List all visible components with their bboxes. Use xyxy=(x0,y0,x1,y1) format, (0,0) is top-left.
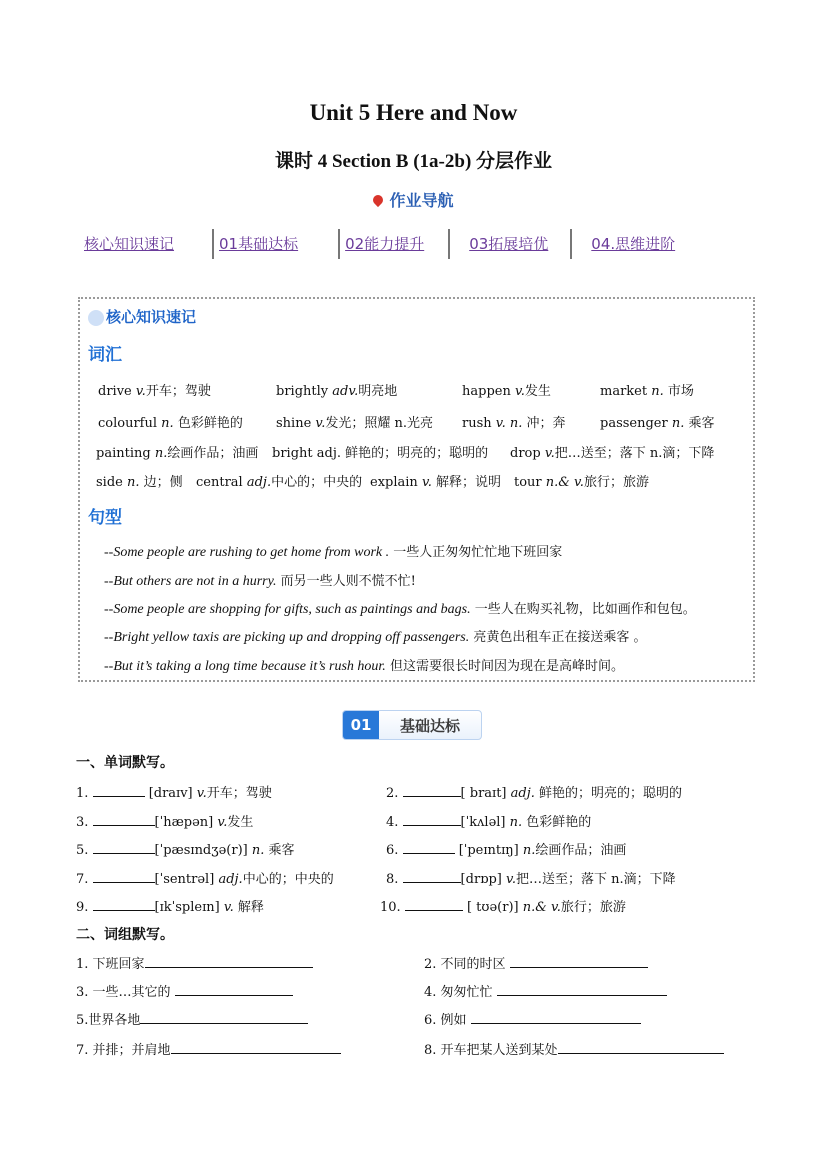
answer-blank[interactable] xyxy=(497,983,667,996)
answer-blank[interactable] xyxy=(171,1041,341,1054)
vocab-word: painting xyxy=(96,446,151,461)
core-knowledge-label: 核心知识速记 xyxy=(106,308,197,326)
nav-divider xyxy=(448,229,450,259)
sentence-zh: 但这需要很长时间因为现在是高峰时间。 xyxy=(389,659,624,674)
vocab-item xyxy=(98,380,211,399)
answer-blank[interactable] xyxy=(175,983,293,996)
phrase-text: 例如 xyxy=(440,1013,467,1028)
vocab-item xyxy=(514,471,649,490)
vocab-meaning: 色彩鲜艳的 xyxy=(177,416,243,431)
nav-heading-label: 作业导航 xyxy=(389,191,454,210)
phrase-text: 并排；并肩地 xyxy=(92,1043,171,1058)
question-number: 4. xyxy=(424,985,437,1000)
vocab-meaning: 明亮地 xyxy=(358,384,398,399)
phonetic: [drɒp] xyxy=(460,872,502,887)
word-question xyxy=(76,868,334,887)
phonetic: [ˈsentrəl] xyxy=(154,872,215,887)
vocab-pos: v. xyxy=(544,446,555,461)
vocab-item xyxy=(276,380,397,399)
phonetic: [ tʊə(r)] xyxy=(466,900,519,915)
question-pos: n.& v. xyxy=(522,900,561,915)
question-meaning: 色彩鲜艳的 xyxy=(526,815,592,830)
vocab-word: brightly xyxy=(276,384,329,399)
nav-link-01[interactable]: 01基础达标 xyxy=(219,235,299,253)
homework-nav-heading xyxy=(0,188,827,211)
vocab-meaning: 鲜艳的；明亮的；聪明的 xyxy=(345,446,489,461)
vocab-item xyxy=(272,442,488,461)
phrase-question xyxy=(424,1039,724,1058)
question-meaning: 鲜艳的；明亮的；聪明的 xyxy=(539,786,683,801)
question-number: 9. xyxy=(76,900,89,915)
question-number: 1. xyxy=(76,957,89,972)
question-meaning: 把…送至；落下 n.滴；下降 xyxy=(515,872,676,887)
vocab-heading: 词汇 xyxy=(88,345,122,365)
word-question xyxy=(76,782,272,801)
nav-divider xyxy=(338,229,340,259)
question-pos: v. xyxy=(223,900,234,915)
question-number: 2. xyxy=(386,786,399,801)
phrase-question xyxy=(424,981,667,1000)
word-question xyxy=(386,839,626,858)
section-number: 01 xyxy=(343,711,379,739)
vocab-item xyxy=(462,412,566,431)
phrase-question xyxy=(76,1039,341,1058)
sentence-item xyxy=(104,626,647,646)
vocab-item xyxy=(510,442,714,461)
sentence-item xyxy=(104,598,696,618)
vocab-word: drop xyxy=(510,446,541,461)
answer-blank[interactable] xyxy=(93,898,155,911)
phonetic: [ɪkˈspleɪn] xyxy=(154,900,220,915)
question-number: 4. xyxy=(386,815,399,830)
vocab-pos: adj. xyxy=(246,475,272,490)
vocab-meaning: 乘客 xyxy=(688,416,715,431)
answer-blank[interactable] xyxy=(93,870,155,883)
answer-blank[interactable] xyxy=(93,813,155,826)
vocab-word: shine xyxy=(276,416,312,431)
phrase-text: 不同的时区 xyxy=(440,957,506,972)
question-pos: adj. xyxy=(218,872,243,887)
answer-blank[interactable] xyxy=(93,841,155,854)
sentence-zh: 而另一些人则不慌不忙! xyxy=(280,574,416,589)
vocab-item xyxy=(196,471,362,490)
phonetic: [ˈhæpən] xyxy=(154,815,214,830)
question-number: 8. xyxy=(386,872,399,887)
vocab-pos: n. xyxy=(154,446,168,461)
sentence-en: --Some people are rushing to get home from work . xyxy=(104,545,390,560)
location-pin-icon xyxy=(371,193,385,207)
question-pos: n. xyxy=(251,843,265,858)
phrase-question xyxy=(76,953,313,972)
vocab-word: explain xyxy=(370,475,418,490)
sentence-en: --But it’s taking a long time because it’s rush hour. xyxy=(104,659,386,674)
vocab-pos: v. xyxy=(315,416,326,431)
answer-blank[interactable] xyxy=(145,955,313,968)
sentence-item xyxy=(104,655,624,675)
question-meaning: 旅行；旅游 xyxy=(560,900,626,915)
vocab-meaning: 冲；奔 xyxy=(526,416,566,431)
phonetic: [ braɪt] xyxy=(460,786,507,801)
vocab-meaning: 旅行；旅游 xyxy=(583,475,649,490)
question-meaning: 开车；驾驶 xyxy=(206,786,272,801)
phrase-question xyxy=(76,981,293,1000)
sentence-en: --Bright yellow taxis are picking up and dropping off passengers. xyxy=(104,630,470,645)
vocab-item xyxy=(600,412,715,431)
vocab-item xyxy=(98,412,243,431)
question-pos: v. xyxy=(196,786,207,801)
vocab-item xyxy=(370,471,501,490)
vocab-item xyxy=(96,471,183,490)
vocab-item xyxy=(600,380,694,399)
vocab-word: drive xyxy=(98,384,132,399)
vocab-word: rush xyxy=(462,416,492,431)
vocab-pos: adv. xyxy=(332,384,359,399)
vocab-pos: adj. xyxy=(316,446,342,461)
answer-blank[interactable] xyxy=(140,1011,308,1024)
nav-link-core-knowledge[interactable]: 核心知识速记 xyxy=(84,235,175,253)
nav-divider xyxy=(212,229,214,259)
vocab-meaning: 绘画作品；油画 xyxy=(167,446,259,461)
vocab-meaning: 市场 xyxy=(667,384,694,399)
question-number: 2. xyxy=(424,957,437,972)
vocab-word: side xyxy=(96,475,123,490)
answer-blank[interactable] xyxy=(403,841,455,854)
question-meaning: 中心的；中央的 xyxy=(242,872,334,887)
vocab-item xyxy=(462,380,551,399)
question-number: 3. xyxy=(76,815,89,830)
part2-title: 二、词组默写。 xyxy=(76,927,174,943)
vocab-item xyxy=(276,412,433,431)
vocab-meaning: 中心的；中央的 xyxy=(271,475,363,490)
question-number: 5. xyxy=(76,1013,89,1028)
question-number: 10. xyxy=(380,900,401,915)
question-pos: adj. xyxy=(510,786,535,801)
vocab-word: passenger xyxy=(600,416,668,431)
vocab-pos: n. xyxy=(671,416,685,431)
word-question xyxy=(386,782,682,801)
nav-link-04[interactable]: 04.思维进阶 xyxy=(591,235,676,253)
vocab-pos: v. xyxy=(421,475,432,490)
question-number: 3. xyxy=(76,985,89,1000)
page-title: Unit 5 Here and Now xyxy=(309,100,518,125)
question-meaning: 解释 xyxy=(237,900,264,915)
homework-nav xyxy=(72,229,752,259)
sentence-en: --Some people are shopping for gifts, such as paintings and bags. xyxy=(104,602,471,617)
vocab-pos: v. xyxy=(135,384,146,399)
answer-blank[interactable] xyxy=(558,1041,724,1054)
phrase-text: 世界各地 xyxy=(88,1013,141,1028)
answer-blank[interactable] xyxy=(403,784,461,797)
question-number: 5. xyxy=(76,843,89,858)
vocab-word: bright xyxy=(272,446,313,461)
phonetic: [ˈpeɪntɪŋ] xyxy=(458,843,519,858)
phrase-question xyxy=(76,1009,308,1028)
vocab-meaning: 发光；照耀 n.光亮 xyxy=(325,416,433,431)
vocab-pos: n.& v. xyxy=(545,475,584,490)
word-question xyxy=(386,868,676,887)
answer-blank[interactable] xyxy=(93,784,145,797)
vocab-meaning: 边；侧 xyxy=(143,475,183,490)
question-meaning: 发生 xyxy=(227,815,254,830)
phrase-text: 匆匆忙忙 xyxy=(440,985,493,1000)
sentence-en: --But others are not in a hurry. xyxy=(104,574,277,589)
question-meaning: 乘客 xyxy=(268,843,295,858)
phrase-text: 开车把某人送到某处 xyxy=(440,1043,558,1058)
sentence-zh: 一些人在购买礼物，比如画作和包包。 xyxy=(474,602,696,617)
answer-blank[interactable] xyxy=(471,1011,641,1024)
question-pos: n. xyxy=(522,843,536,858)
vocab-meaning: 发生 xyxy=(524,384,551,399)
phrase-question xyxy=(424,953,648,972)
vocab-meaning: 开车；驾驶 xyxy=(145,384,211,399)
vocab-word: happen xyxy=(462,384,511,399)
sentence-zh: 一些人正匆匆忙忙地下班回家 xyxy=(393,545,563,560)
nav-link-03[interactable]: 03拓展培优 xyxy=(469,235,549,253)
sentence-item xyxy=(104,541,562,561)
section-01-badge xyxy=(342,710,482,740)
part1-title: 一、单词默写。 xyxy=(76,755,174,771)
page-subtitle: 课时 4 Section B (1a-2b) 分层作业 xyxy=(274,151,553,172)
question-number: 8. xyxy=(424,1043,437,1058)
question-number: 6. xyxy=(386,843,399,858)
question-number: 7. xyxy=(76,1043,89,1058)
answer-blank[interactable] xyxy=(405,898,463,911)
vocab-pos: v. n. xyxy=(495,416,523,431)
vocab-word: central xyxy=(196,475,243,490)
question-pos: v. xyxy=(506,872,516,887)
word-question xyxy=(380,896,626,915)
vocab-pos: v. xyxy=(514,384,525,399)
sentence-zh: 亮黄色出租车正在接送乘客 。 xyxy=(473,630,647,645)
phrase-text: 下班回家 xyxy=(92,957,145,972)
core-knowledge-badge xyxy=(88,306,196,327)
vocab-item xyxy=(96,442,258,461)
question-number: 7. xyxy=(76,872,89,887)
nav-divider xyxy=(570,229,572,259)
vocab-word: colourful xyxy=(98,416,158,431)
vocab-pos: n. xyxy=(651,384,664,399)
word-question xyxy=(386,811,591,830)
sentence-item xyxy=(104,570,416,590)
question-number: 1. xyxy=(76,786,89,801)
vocab-meaning: 解释；说明 xyxy=(436,475,502,490)
vocab-word: tour xyxy=(514,475,542,490)
answer-blank[interactable] xyxy=(403,870,461,883)
word-question xyxy=(76,839,295,858)
question-pos: v. xyxy=(217,815,228,830)
phonetic: [ˈkʌləl] xyxy=(460,815,506,830)
badge-circle-icon xyxy=(88,310,104,326)
phonetic: [ˈpæsɪndʒə(r)] xyxy=(154,843,248,858)
answer-blank[interactable] xyxy=(510,955,648,968)
vocab-pos: n. xyxy=(127,475,140,490)
vocab-meaning: 把…送至；落下 n.滴；下降 xyxy=(554,446,715,461)
word-question xyxy=(76,811,253,830)
phrase-question xyxy=(424,1009,641,1028)
vocab-pos: n. xyxy=(161,416,174,431)
sentence-heading: 句型 xyxy=(88,508,122,528)
vocab-word: market xyxy=(600,384,648,399)
question-pos: n. xyxy=(509,815,523,830)
question-meaning: 绘画作品；油画 xyxy=(535,843,627,858)
question-number: 6. xyxy=(424,1013,437,1028)
section-label: 基础达标 xyxy=(399,716,460,735)
phonetic: [draɪv] xyxy=(148,786,193,801)
phrase-text: 一些…其它的 xyxy=(92,985,171,1000)
answer-blank[interactable] xyxy=(403,813,461,826)
word-question xyxy=(76,896,264,915)
nav-link-02[interactable]: 02能力提升 xyxy=(345,235,425,253)
